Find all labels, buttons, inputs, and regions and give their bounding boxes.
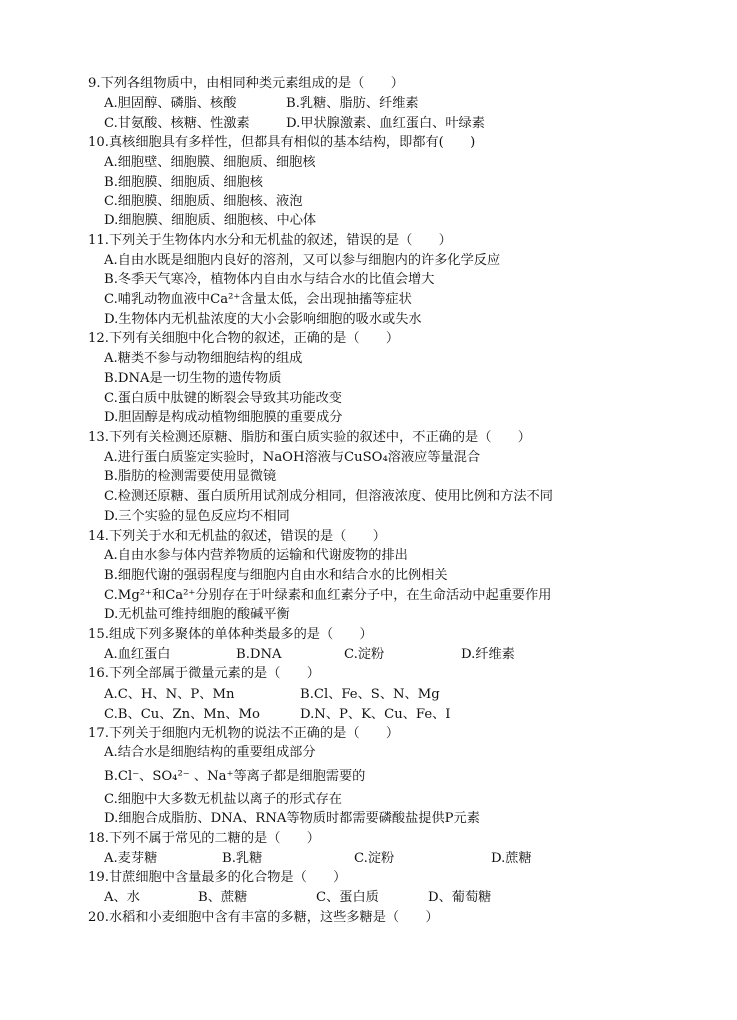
option-c: C.细胞中大多数无机盐以离子的形式存在 bbox=[104, 792, 342, 807]
option-a: A、水 bbox=[104, 890, 140, 905]
option-d: D.无机盐可维持细胞的酸碱平衡 bbox=[104, 607, 290, 622]
option-d: D.纤维素 bbox=[461, 647, 515, 662]
option-a: A.细胞壁、细胞膜、细胞质、细胞核 bbox=[104, 155, 316, 170]
option-c: C.检测还原糖、蛋白质所用试剂成分相同，但溶液浓度、使用比例和方法不同 bbox=[104, 489, 553, 504]
option-d: D、葡萄糖 bbox=[428, 890, 492, 905]
option-c: C.细胞膜、细胞质、细胞核、液泡 bbox=[104, 194, 303, 209]
option-d: D.细胞膜、细胞质、细胞核、中心体 bbox=[104, 213, 317, 228]
option-c: C、蛋白质 bbox=[316, 890, 379, 905]
option-c: C.B、Cu、Zn、Mn、Mo bbox=[104, 707, 260, 722]
option-a: A.结合水是细胞结构的重要组成部分 bbox=[104, 745, 316, 760]
question-stem: 14.下列关于水和无机盐的叙述，错误的是（ ） bbox=[88, 529, 386, 544]
option-a: A.C、H、N、P、Mn bbox=[104, 687, 235, 702]
question-stem: 12.下列有关细胞中化合物的叙述，正确的是（ ） bbox=[88, 331, 400, 346]
option-b: B.冬季天气寒冷，植物体内自由水与结合水的比值会增大 bbox=[104, 272, 435, 287]
option-b: B.脂肪的检测需要使用显微镜 bbox=[104, 469, 277, 484]
option-a: A.麦芽糖 bbox=[104, 851, 158, 866]
option-c: C.淀粉 bbox=[344, 647, 385, 662]
question-stem: 19.甘蔗细胞中含量最多的化合物是（ ） bbox=[88, 870, 347, 885]
option-a: A.进行蛋白质鉴定实验时，NaOH溶液与CuSO₄溶液应等量混合 bbox=[104, 450, 481, 465]
option-b: B.DNA bbox=[236, 647, 282, 662]
option-d: D.三个实验的显色反应均不相同 bbox=[104, 509, 290, 524]
question-stem: 15.组成下列多聚体的单体种类最多的是（ ） bbox=[88, 627, 373, 642]
question-stem: 20.水稻和小麦细胞中含有丰富的多糖，这些多糖是（ ） bbox=[88, 910, 439, 925]
option-d: D.胆固醇是构成动植物细胞膜的重要成分 bbox=[104, 410, 343, 425]
option-a: A.胆固醇、磷脂、核酸 bbox=[104, 96, 237, 111]
question-stem: 17.下列关于细胞内无机物的说法不正确的是（ ） bbox=[88, 726, 400, 741]
option-d: D.甲状腺激素、血红蛋白、叶绿素 bbox=[286, 116, 485, 131]
question-stem: 18.下列不属于常见的二糖的是（ ） bbox=[88, 831, 320, 846]
option-d: D.细胞合成脂肪、DNA、RNA等物质时都需要磷酸盐提供P元素 bbox=[104, 811, 480, 826]
option-b: B、蔗糖 bbox=[198, 890, 248, 905]
option-b: B.乳糖、脂肪、纤维素 bbox=[286, 96, 419, 111]
question-stem: 10.真核细胞具有多样性，但都具有相似的基本结构，即都有( ) bbox=[88, 135, 476, 150]
option-b: B.细胞代谢的强弱程度与细胞内自由水和结合水的比例相关 bbox=[104, 568, 448, 583]
option-d: D.蔗糖 bbox=[491, 851, 532, 866]
question-stem: 13.下列有关检测还原糖、脂肪和蛋白质实验的叙述中，不正确的是（ ） bbox=[88, 430, 531, 445]
option-b: B.细胞膜、细胞质、细胞核 bbox=[104, 175, 263, 190]
option-d: D.生物体内无机盐浓度的大小会影响细胞的吸水或失水 bbox=[104, 312, 422, 327]
option-c: C.淀粉 bbox=[354, 851, 395, 866]
question-stem: 9.下列各组物质中，由相同种类元素组成的是（ ） bbox=[88, 76, 404, 91]
option-a: A.自由水既是细胞内良好的溶剂，又可以参与细胞内的许多化学反应 bbox=[104, 253, 501, 268]
option-c: C.哺乳动物血液中Ca²⁺含量太低，会出现抽搐等症状 bbox=[104, 292, 412, 307]
option-b: B.Cl、Fe、S、N、Mg bbox=[300, 687, 440, 702]
question-stem: 16.下列全部属于微量元素的是（ ） bbox=[88, 666, 320, 681]
question-stem: 11.下列关于生物体内水分和无机盐的叙述，错误的是（ ） bbox=[88, 233, 452, 248]
option-a: A.自由水参与体内营养物质的运输和代谢废物的排出 bbox=[104, 548, 408, 563]
option-b: B.乳糖 bbox=[222, 851, 263, 866]
option-d: D.N、P、K、Cu、Fe、I bbox=[300, 707, 451, 722]
option-c: C.蛋白质中肽键的断裂会导致其功能改变 bbox=[104, 391, 342, 406]
option-b: B.DNA是一切生物的遗传物质 bbox=[104, 371, 282, 386]
option-c: C.Mg²⁺和Ca²⁺分别存在于叶绿素和血红素分子中，在生命活动中起重要作用 bbox=[104, 588, 552, 603]
option-c: C.甘氨酸、核糖、性激素 bbox=[104, 116, 250, 131]
option-a: A.糖类不参与动物细胞结构的组成 bbox=[104, 351, 303, 366]
option-b: B.Cl⁻、SO₄²⁻ 、Na⁺等离子都是细胞需要的 bbox=[104, 769, 366, 784]
option-a: A.血红蛋白 bbox=[104, 647, 171, 662]
